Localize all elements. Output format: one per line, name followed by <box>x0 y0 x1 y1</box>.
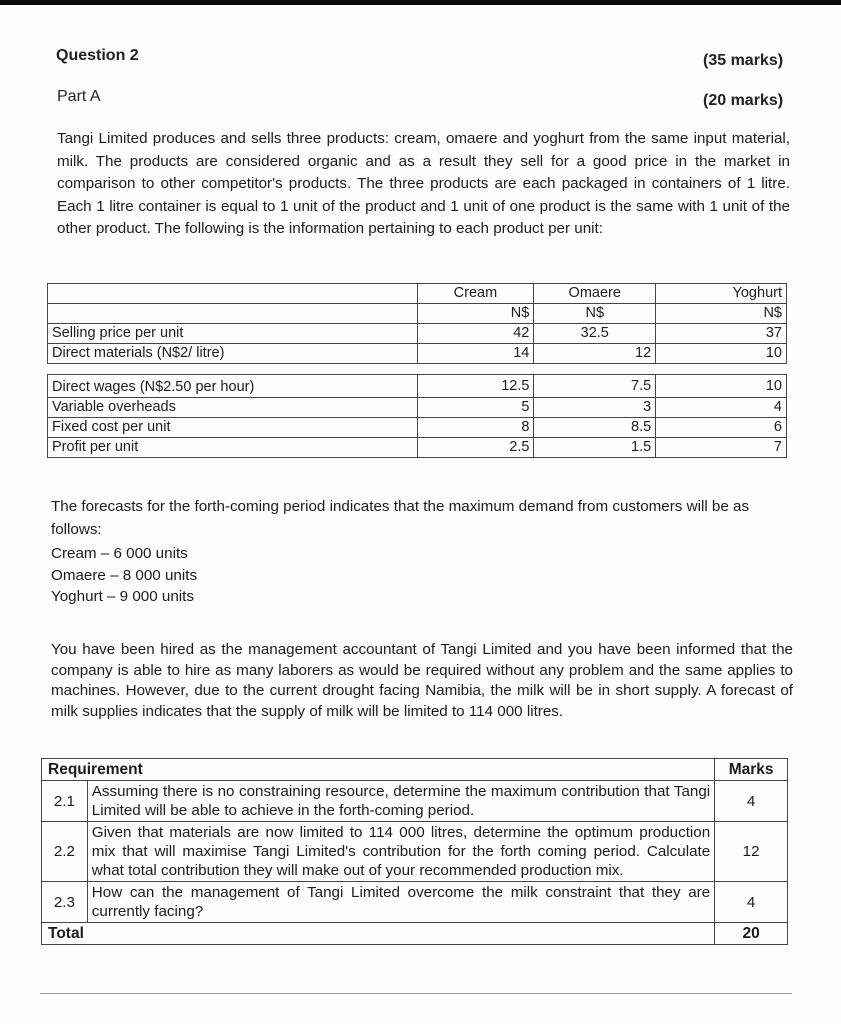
cell-value: 10 <box>656 344 787 364</box>
cell-value: 12 <box>534 344 656 364</box>
question-marks: (35 marks) <box>703 52 784 69</box>
cell-value: 32.5 <box>534 324 656 344</box>
intro-paragraph: Tangi Limited produces and sells three products: cream, omaere and yoghurt from the same input material, milk. The products are considered organic and as a result they sell for a good price in the market in comparison to other competitor's products. The three products are each packaged in containers of 1 litre. Each 1 litre container is equal to 1 unit of the product and 1 unit of one product is the same with 1 unit of the other product. The following is the information pertaining to each product per unit: <box>57 130 790 238</box>
table-row <box>48 324 787 344</box>
total-label: Total <box>42 923 715 945</box>
currency-cream: N$ <box>417 304 534 324</box>
page-bottom-rule <box>40 993 792 994</box>
table-row <box>42 882 788 923</box>
requirements-header-row <box>42 759 788 781</box>
scan-top-edge <box>0 0 841 5</box>
table-row <box>48 438 787 458</box>
cell-value: 37 <box>656 324 787 344</box>
row-label: Variable overheads <box>48 398 418 418</box>
requirement-marks: 4 <box>715 882 788 923</box>
cell-value: 14 <box>417 344 534 364</box>
requirement-marks: 12 <box>715 822 788 882</box>
table-row <box>42 822 788 882</box>
requirement-marks: 4 <box>715 781 788 822</box>
cost-table-top <box>47 283 787 364</box>
requirement-number: 2.3 <box>42 882 88 923</box>
requirement-number: 2.2 <box>42 822 88 882</box>
table-row <box>48 398 787 418</box>
currency-yoghurt: N$ <box>656 304 787 324</box>
table-row <box>48 375 787 398</box>
table-currency-row <box>48 304 787 324</box>
list-item: Cream – 6 000 units <box>51 545 188 562</box>
row-label: Fixed cost per unit <box>48 418 418 438</box>
corner-cell <box>48 284 418 304</box>
cell-value: 7.5 <box>534 375 656 398</box>
requirement-heading: Requirement <box>42 759 715 781</box>
cell-value: 42 <box>417 324 534 344</box>
question-title: Question 2 <box>56 47 139 64</box>
requirement-text: Given that materials are now limited to 114 000 litres, determine the optimum production mix that will maximise Tangi Limited's contribution for the forth coming period. Calculate what total contribution they will make out of your recommended production mix. <box>87 822 714 882</box>
requirement-number: 2.1 <box>42 781 88 822</box>
cell-value: 12.5 <box>417 375 534 398</box>
cell-value: 1.5 <box>534 438 656 458</box>
table-row <box>42 781 788 822</box>
row-label: Profit per unit <box>48 438 418 458</box>
table-header-row <box>48 284 787 304</box>
forecast-list <box>51 543 197 608</box>
part-marks: (20 marks) <box>703 92 784 109</box>
requirement-text: Assuming there is no constraining resource, determine the maximum contribution that Tangi Limited will be able to achieve in the forth-coming period. <box>87 781 714 822</box>
row-label: Direct wages (N$2.50 per hour) <box>48 375 418 398</box>
cell-value: 3 <box>534 398 656 418</box>
context-paragraph: You have been hired as the management accountant of Tangi Limited and you have been informed that the company is able to hire as many laborers as would be required without any problem and the same applies to machines. However, due to the current drought facing Namibia, the milk will be in short supply. A forecast of milk supplies indicates that the supply of milk will be limited to 114 000 litres. <box>51 641 793 720</box>
part-title: Part A <box>57 88 101 105</box>
requirements-table <box>41 758 788 945</box>
marks-heading: Marks <box>715 759 788 781</box>
currency-omaere: N$ <box>534 304 656 324</box>
cell-value: 2.5 <box>417 438 534 458</box>
list-item: Yoghurt – 9 000 units <box>51 588 194 605</box>
cost-table-bottom <box>47 374 787 458</box>
cell-value: 8.5 <box>534 418 656 438</box>
cell-value: 6 <box>656 418 787 438</box>
column-header-omaere: Omaere <box>534 284 656 304</box>
column-header-yoghurt: Yoghurt <box>656 284 787 304</box>
table-row <box>48 418 787 438</box>
cell-value: 4 <box>656 398 787 418</box>
column-header-cream: Cream <box>417 284 534 304</box>
cell-value: 7 <box>656 438 787 458</box>
cell-value: 8 <box>417 418 534 438</box>
total-marks: 20 <box>715 923 788 945</box>
cell-value: 10 <box>656 375 787 398</box>
table-row <box>48 344 787 364</box>
requirement-text: How can the management of Tangi Limited overcome the milk constraint that they are currently facing? <box>87 882 714 923</box>
total-row <box>42 923 788 945</box>
row-label: Direct materials (N$2/ litre) <box>48 344 418 364</box>
list-item: Omaere – 8 000 units <box>51 566 198 584</box>
row-label: Selling price per unit <box>48 324 418 344</box>
forecast-intro: The forecasts for the forth-coming period indicates that the maximum demand from customers will be as follows: <box>51 498 750 538</box>
blank-cell <box>48 304 418 324</box>
cell-value: 5 <box>417 398 534 418</box>
